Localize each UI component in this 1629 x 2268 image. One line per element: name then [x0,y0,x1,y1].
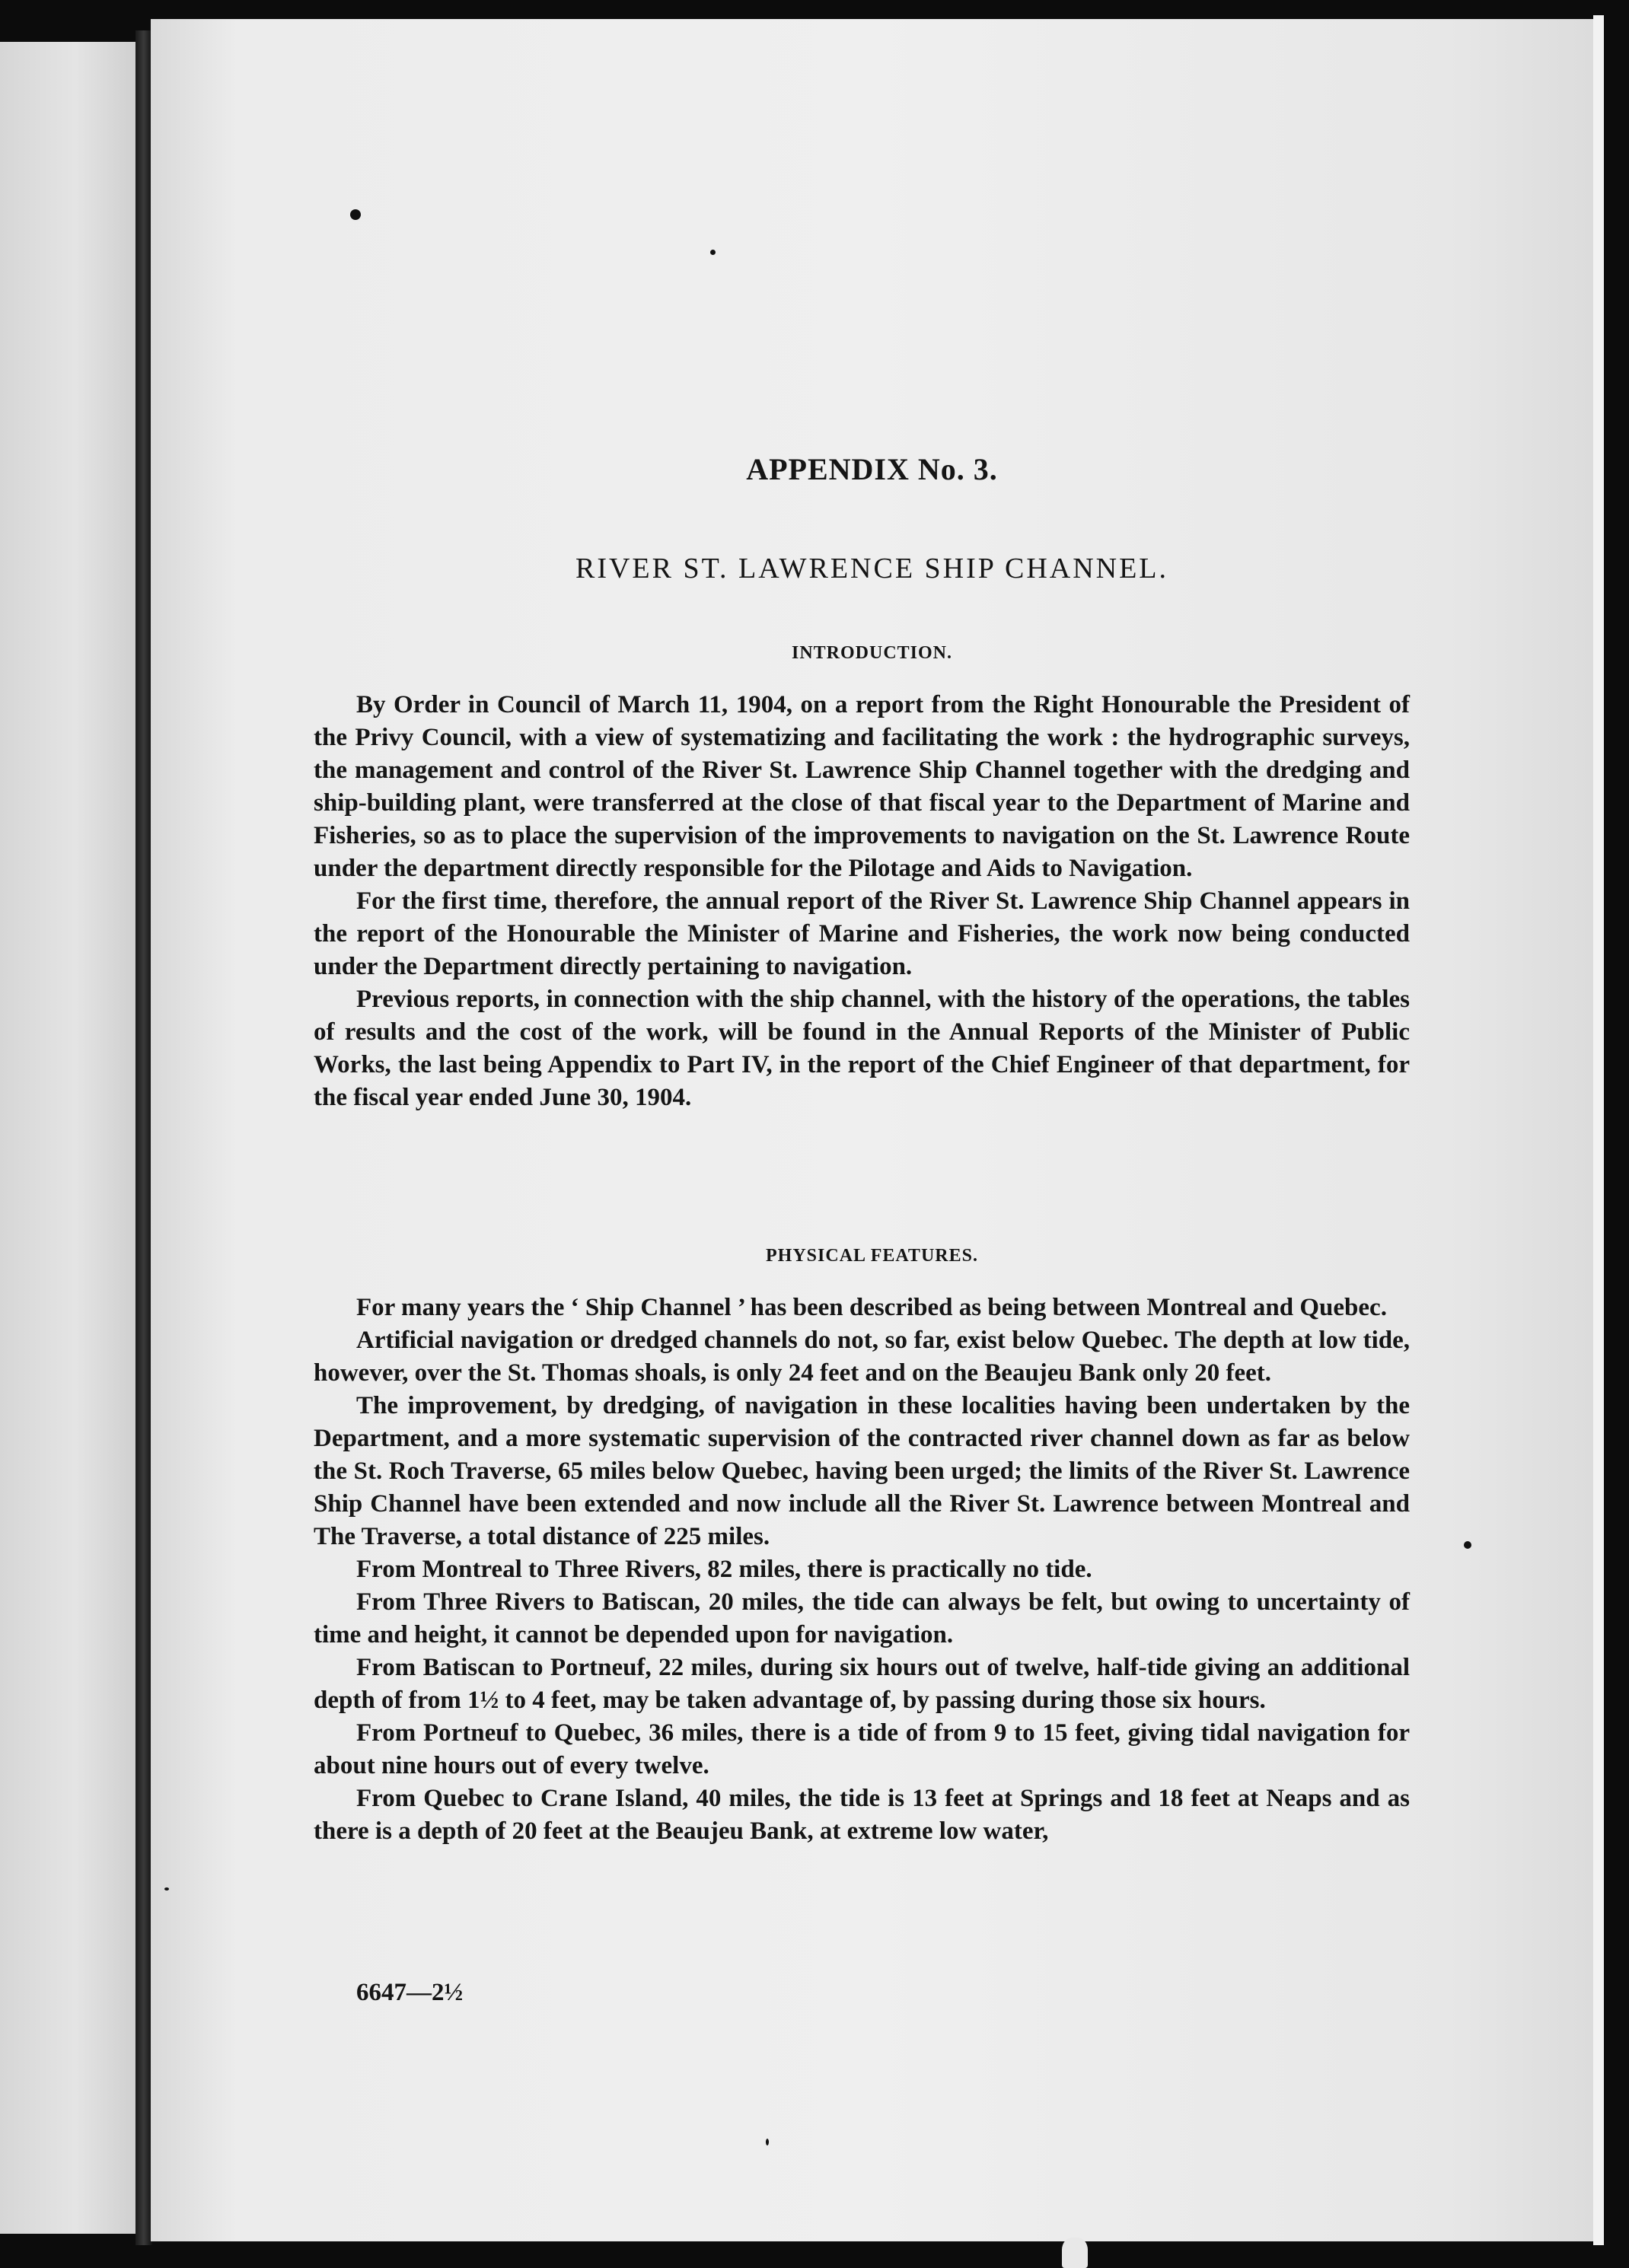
ink-speck [164,1887,169,1891]
physical-features-body [314,1292,1410,1848]
binder-clip [1062,2238,1088,2268]
ink-speck [766,2139,769,2145]
physical-features-heading: PHYSICAL FEATURES. [766,1246,978,1266]
paragraph: The improvement, by dredging, of navigation in these localities having been undertaken by the Department, and a more systematic supervision of the contracted river channel down as far as below the St. Roch Traverse, 65 miles below Quebec, having been urged; the limits of the River St. Lawrence Ship Channel have been extended and now include all the River St. Lawrence between Montreal and The Traverse, a total distance of 225 miles. [314,1392,1410,1550]
facing-page-edge [0,42,137,2234]
paragraph: From Quebec to Crane Island, 40 miles, the tide is 13 feet at Springs and 18 feet at Neaps and as there is a depth of 20 feet at the Beaujeu Bank, at extreme low water, [314,1785,1410,1845]
page-right-edge [1593,15,1604,2245]
ink-speck [1464,1541,1471,1549]
paragraph: For many years the ‘ Ship Channel ’ has been described as being between Montreal and Quebec. [356,1294,1387,1321]
paragraph: From Batiscan to Portneuf, 22 miles, during six hours out of twelve, half-tide giving an additional depth of from 1½ to 4 feet, may be taken advantage of, by passing during those six hours. [314,1654,1410,1714]
paragraph: From Three Rivers to Batiscan, 20 miles, the tide can always be felt, but owing to uncertainty of time and height, it cannot be depended upon for navigation. [314,1588,1410,1648]
ink-speck [350,209,361,220]
paragraph: For the first time, therefore, the annual report of the River St. Lawrence Ship Channel appears in the report of the Honourable the Minister of Marine and Fisheries, the work now being conducted under the Department directly pertaining to navigation. [314,887,1410,980]
signature-mark: 6647—2½ [356,1979,464,2006]
paragraph: From Portneuf to Quebec, 36 miles, there is a tide of from 9 to 15 feet, giving tidal navigation for about nine hours out of every twelve. [314,1719,1410,1779]
paragraph: By Order in Council of March 11, 1904, on a report from the Right Honourable the President of the Privy Council, with a view of systematizing and facilitating the work : the hydrographic surveys, the management and control of the River St. Lawrence Ship Channel together with the dredging and ship-building plant, were transferred at the close of that fiscal year to the Department of Marine and Fisheries, so as to place the supervision of the improvements to navigation on the St. Lawrence Route under the department directly responsible for the Pilotage and Aids to Navigation. [314,691,1410,882]
paragraph: Artificial navigation or dredged channels do not, so far, exist below Quebec. The depth at low tide, however, over the St. Thomas shoals, is only 24 feet and on the Beaujeu Bank only 20 feet. [314,1327,1410,1387]
paragraph: From Montreal to Three Rivers, 82 miles, there is practically no tide. [356,1556,1092,1583]
paragraph: Previous reports, in connection with the ship channel, with the history of the operations, the tables of results and the cost of the work, will be found in the Annual Reports of the Minister of Public Works, the last being Appendix to Part IV, in the report of the Chief Engineer of that department, for the fiscal year ended June 30, 1904. [314,986,1410,1111]
introduction-heading: INTRODUCTION. [791,643,953,663]
ink-speck [710,250,716,255]
introduction-body [314,689,1410,1114]
document-title: RIVER ST. LAWRENCE SHIP CHANNEL. [575,553,1169,585]
book-gutter [135,30,152,2245]
appendix-heading: APPENDIX No. 3. [746,452,998,486]
document-page [151,19,1593,2241]
